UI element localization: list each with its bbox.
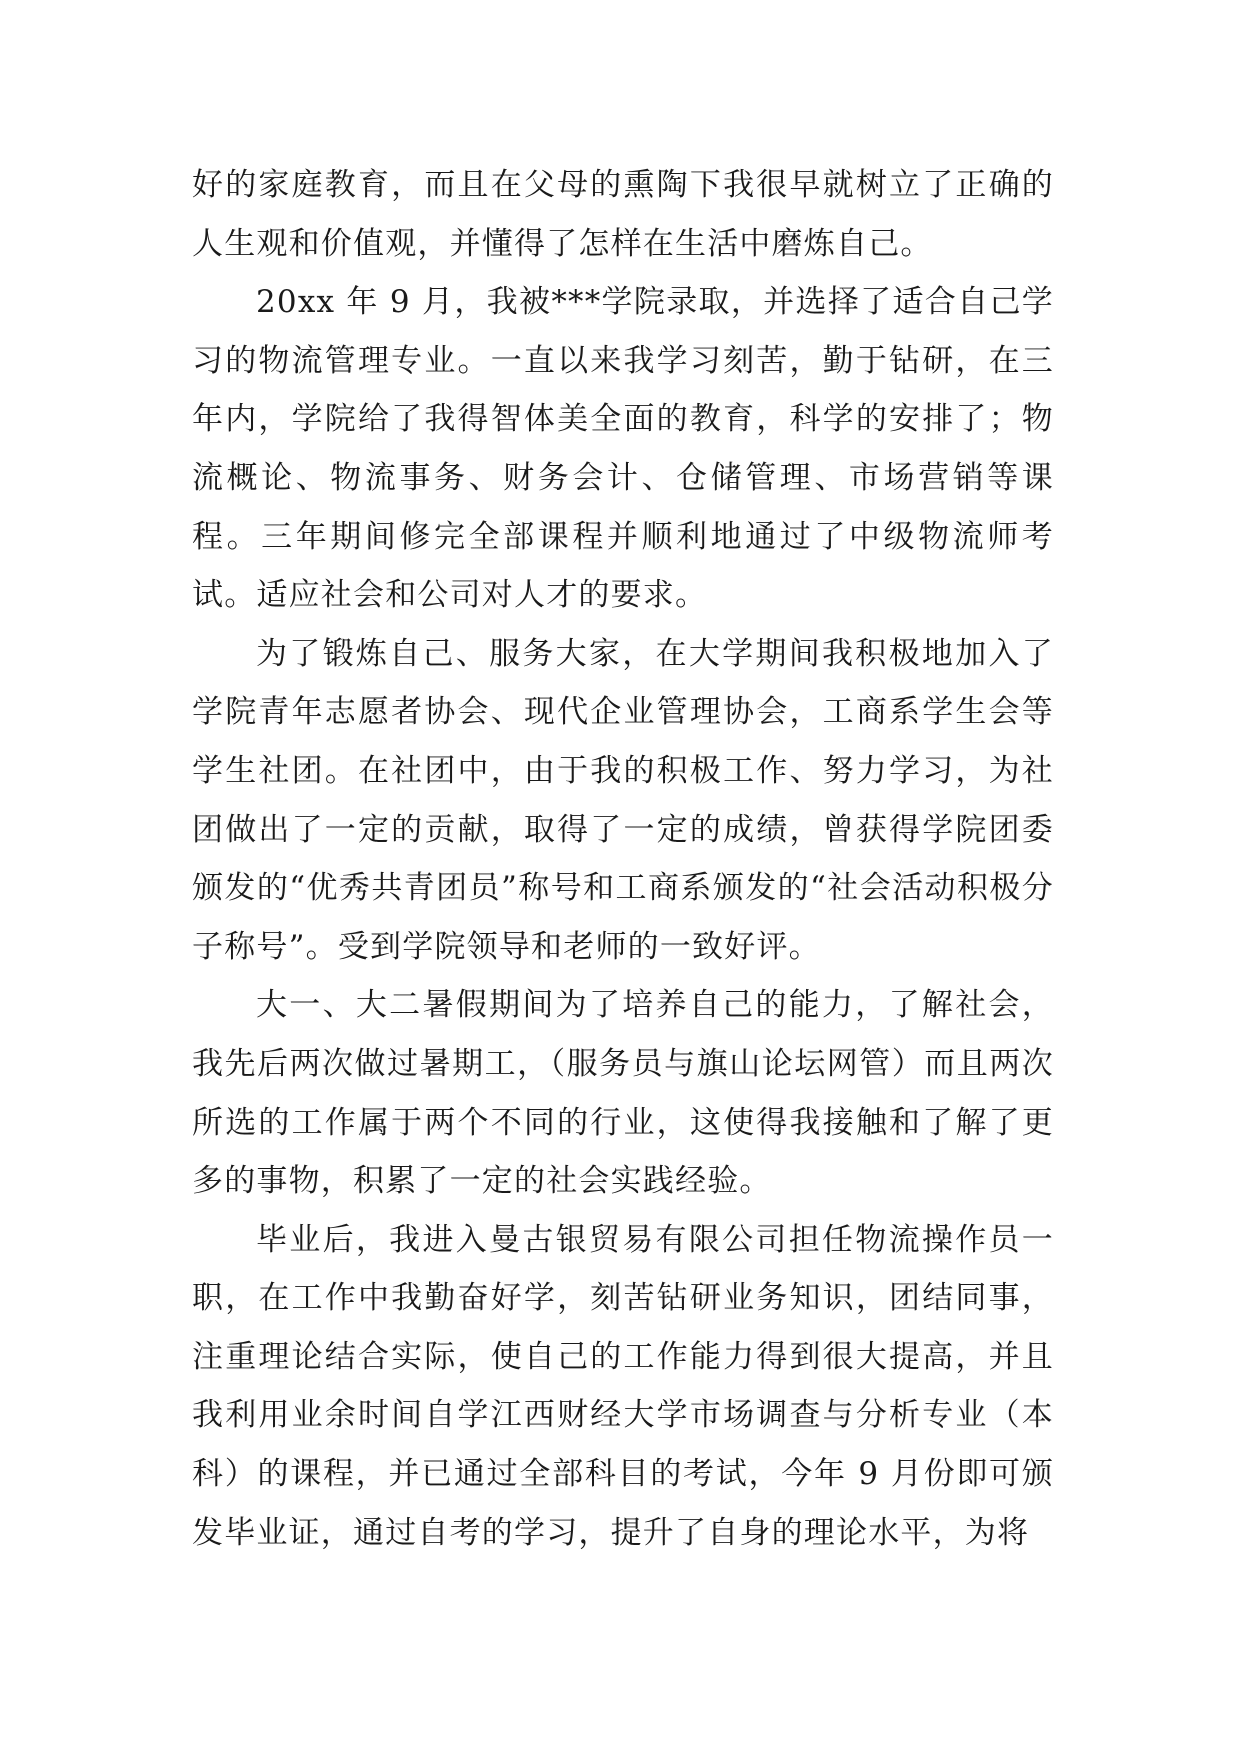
paragraph-after-graduation: 毕业后，我进入曼古银贸易有限公司担任物流操作员一职，在工作中我勤奋好学，刻苦钻研业务知识，团结同事，注重理论结合实际，使自己的工作能力得到很大提高，并且我利用业余时间自学江西财经大学市场调查与分析专业（本科）的课程，并已通过全部科目的考试，今年 9 月份即可颁发毕业证，通过自考的学习，提升了自身的理论水平，为将 [192, 1221, 1054, 1551]
paragraph-college-study: 20xx 年 9 月，我被***学院录取，并选择了适合自己学习的物流管理专业。一直以来我学习刻苦，勤于钻研，在三年内，学院给了我得智体美全面的教育，科学的安排了；物流概论、物流事务、财务会计、仓储管理、市场营销等课程。三年期间修完全部课程并顺利地通过了中级物流师考试。适应社会和公司对人才的要求。 [192, 284, 1054, 614]
paragraph-summer-jobs: 大一、大二暑假期间为了培养自己的能力，了解社会，我先后两次做过暑期工，（服务员与旗山论坛网管）而且两次所选的工作属于两个不同的行业，这使得我接触和了解了更多的事物，积累了一定的社会实践经验。 [192, 987, 1054, 1200]
document-body [192, 156, 1054, 1562]
paragraph-family-education: 好的家庭教育，而且在父母的熏陶下我很早就树立了正确的人生观和价值观，并懂得了怎样在生活中磨炼自己。 [192, 167, 1054, 262]
paragraph-student-clubs: 为了锻炼自己、服务大家，在大学期间我积极地加入了学院青年志愿者协会、现代企业管理协会，工商系学生会等学生社团。在社团中，由于我的积极工作、努力学习，为社团做出了一定的贡献，取得了一定的成绩，曾获得学院团委颁发的“优秀共青团员”称号和工商系颁发的“社会活动积极分子称号”。受到学院领导和老师的一致好评。 [192, 635, 1054, 965]
